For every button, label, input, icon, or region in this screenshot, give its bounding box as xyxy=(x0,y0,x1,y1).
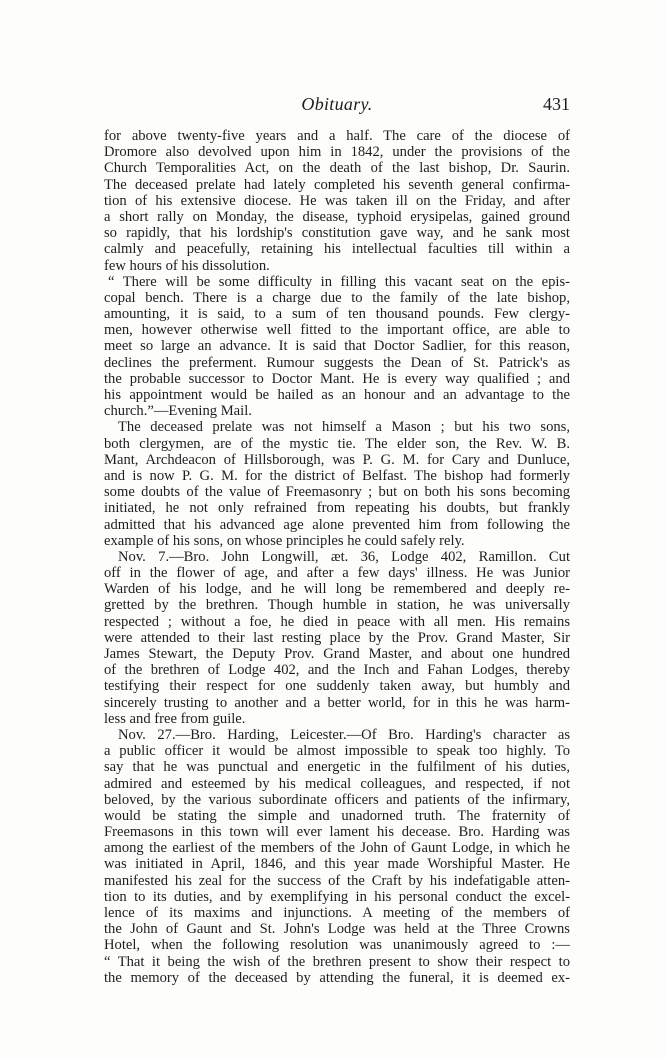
text-line: a public officer it would be almost impossible to speak too highly. To xyxy=(104,743,570,760)
text-line: calmly and peacefully, retaining his intellectual faculties till within a xyxy=(104,241,570,258)
text-line: admired and esteemed by his medical colleagues, and respected, if not xyxy=(104,775,570,792)
text-line: was initiated in April, 1846, and this year made Worshipful Master. He xyxy=(104,856,570,873)
text-line: the John of Gaunt and St. John's Lodge was held at the Three Crowns xyxy=(104,921,570,938)
text-line: less and free from guile. xyxy=(104,710,246,727)
page-number: 431 xyxy=(543,94,570,114)
text-line: so rapidly, that his lordship's constitution gave way, and he sank most xyxy=(104,225,570,242)
text-line: both clergymen, are of the mystic tie. The elder son, the Rev. W. B. xyxy=(104,435,570,452)
text-line: would be stating the simple and unadorned truth. The fraternity of xyxy=(104,807,570,824)
body-text xyxy=(104,128,570,986)
text-line: amounting, it is said, to a sum of ten thousand pounds. Few clergy- xyxy=(104,306,570,323)
text-line: “ There will be some difficulty in filling this vacant seat on the epis- xyxy=(108,273,570,290)
running-title: Obituary. xyxy=(301,94,373,114)
text-line: Church Temporalities Act, on the death of the last bishop, Dr. Saurin. xyxy=(104,160,570,177)
text-line: The deceased prelate had lately completed his seventh general confirma- xyxy=(104,176,570,193)
text-line: lence of its maxims and injunctions. A meeting of the members of xyxy=(104,905,570,921)
text-line: few hours of his dissolution. xyxy=(104,257,270,274)
text-line: Warden of his lodge, and he will long be remembered and deeply re- xyxy=(104,581,570,598)
text-line: off in the flower of age, and after a few days' illness. He was Junior xyxy=(104,565,570,582)
text-line: initiated, he not only refrained from repeating his doubts, but frankly xyxy=(104,500,570,517)
text-line: respected ; without a foe, he died in peace with all men. His remains xyxy=(104,613,570,630)
text-line: Nov. 7.—Bro. John Longwill, æt. 36, Lodge 402, Ramillon. Cut xyxy=(118,548,570,565)
text-line: tion of his extensive diocese. He was taken ill on the Friday, and after xyxy=(104,192,570,209)
text-line: his appointment would be hailed as an honour and an advantage to the xyxy=(104,387,570,403)
text-line: Nov. 27.—Bro. Harding, Leicester.—Of Bro. Harding's character as xyxy=(118,726,570,743)
text-line: meet so large an advance. It is said that Doctor Sadlier, for this reason, xyxy=(104,338,570,355)
text-line: a short rally on Monday, the disease, typhoid erysipelas, gained ground xyxy=(104,208,570,225)
text-line: the memory of the deceased by attending the funeral, it is deemed ex- xyxy=(104,969,570,986)
text-line: manifested his zeal for the success of the Craft by his indefatigable atten- xyxy=(104,872,570,889)
text-line: admitted that his advanced age alone prevented him from following the xyxy=(104,516,570,533)
text-line: James Stewart, the Deputy Prov. Grand Master, and about one hundred xyxy=(104,646,570,662)
text-line: “ That it being the wish of the brethren present to show their respect to xyxy=(104,953,570,970)
page-header xyxy=(104,94,570,120)
text-line: declines the preferment. Rumour suggests the Dean of St. Patrick's as xyxy=(104,354,570,371)
text-line: Hotel, when the following resolution was unanimously agreed to :— xyxy=(104,937,570,954)
text-line: church.”—Evening Mail. xyxy=(104,403,252,420)
text-line: the probable successor to Doctor Mant. He is every way qualified ; and xyxy=(104,370,570,387)
text-line: tion to its duties, and by exemplifying in his personal conduct the excel- xyxy=(104,888,570,905)
text-line: men, however otherwise well fitted to the important office, are able to xyxy=(104,322,570,339)
text-line: of the brethren of Lodge 402, and the Inch and Fahan Lodges, thereby xyxy=(104,662,570,679)
text-line: sincerely trusting to another and a better world, for in this he was harm- xyxy=(104,694,570,711)
text-line: Freemasons in this town will ever lament his decease. Bro. Harding was xyxy=(104,824,570,841)
text-line: were attended to their last resting place by the Prov. Grand Master, Sir xyxy=(104,629,570,646)
text-line: say that he was punctual and energetic in the fulfilment of his duties, xyxy=(104,759,570,776)
text-line: beloved, by the various subordinate officers and patients of the infirmary, xyxy=(104,791,570,808)
text-line: copal bench. There is a charge due to the family of the late bishop, xyxy=(104,289,570,306)
text-line: some doubts of the value of Freemasonry ; but on both his sons becoming xyxy=(104,484,570,501)
text-line: Dromore also devolved upon him in 1842, under the provisions of the xyxy=(104,144,570,161)
text-line: Mant, Archdeacon of Hillsborough, was P. G. M. for Cary and Dunluce, xyxy=(104,451,570,468)
text-line: example of his sons, on whose principles he could safely rely. xyxy=(104,532,465,549)
text-line: for above twenty-five years and a half. The care of the diocese of xyxy=(104,128,570,144)
text-line: gretted by the brethren. Though humble in station, he was universally xyxy=(104,597,570,614)
text-line: and is now P. G. M. for the district of Belfast. The bishop had formerly xyxy=(104,467,570,484)
text-line: The deceased prelate was not himself a Mason ; but his two sons, xyxy=(118,419,570,436)
text-line: testifying their respect for one suddenly taken away, but humbly and xyxy=(104,678,570,695)
text-line: among the earliest of the members of the John of Gaunt Lodge, in which he xyxy=(104,840,570,857)
